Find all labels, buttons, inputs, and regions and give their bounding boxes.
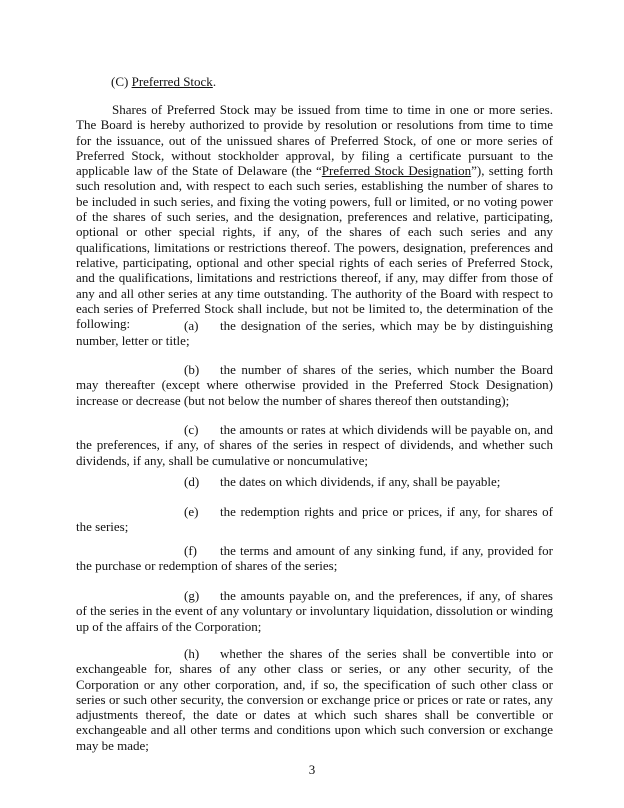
intro-text-end: ”), setting forth such resolution and, with respect to each such series, establishing the number of shares to be included in such series, and fixing the voting powers, full or limited, or no voting power of the shares of such series, and the designation, preferences and relative, participating, optional or other special rights, if any, of the shares of each such series and any qualifications, limitations or restrictions thereof. The powers, designation, preferences and relative, participating, optional and other special rights of each series of Preferred Stock, and the qualifications, limitations and restrictions thereof, if any, may differ from those of any and all other series at any time outstanding. The authority of the Board with respect to each series of Preferred Stock shall include, but not be limited to, the determination of the following: (76, 163, 553, 332)
list-item-f (76, 543, 553, 574)
item-text: the dates on which dividends, if any, shall be payable; (220, 474, 501, 489)
section-title-period: . (212, 74, 217, 89)
list-item-c (76, 422, 553, 468)
page-number: 3 (308, 762, 316, 777)
item-label: (b) (184, 362, 200, 377)
item-text: the amounts or rates at which dividends will be payable on, and the preferences, if any, of shares of the series in respect of dividends, and whether such dividends, if any, shall be cumulative or noncumulative; (76, 422, 553, 468)
item-text: whether the shares of the series shall be convertible into or exchangeable for, shares of any other class or series, or any other security, of the Corporation or any other corporation, and, if so, the specification of such other class or series or such other security, the conversion or exchange price or prices or rate or rates, any adjustments thereof, the date or dates at which such shares shall be convertible or exchangeable and all other terms and conditions upon which such conversion or exchange may be made; (76, 646, 553, 753)
list-item-b (76, 362, 553, 408)
item-text: the redemption rights and price or prices, if any, for shares of the series; (76, 504, 553, 535)
intro-paragraph (76, 102, 553, 331)
item-text: the terms and amount of any sinking fund, if any, provided for the purchase or redemption of shares of the series; (76, 543, 553, 574)
list-item-a (76, 318, 553, 349)
item-label: (g) (184, 588, 200, 603)
defined-term: Preferred Stock Designation (321, 163, 472, 179)
list-item-d (76, 474, 553, 489)
intro-text-start: Shares of Preferred Stock may be issued from time to time in one or more series. The Board is hereby authorized to provide by resolution or resolutions from time to time for the issuance, out of the unissued shares of Preferred Stock, of one or more series of Preferred Stock, without stockholder approval, by filing a certificate pursuant to the applicable law of the State of Delaware (the “ (76, 102, 553, 179)
section-letter: (C) (111, 74, 129, 89)
item-label: (h) (184, 646, 200, 661)
list-item-h (76, 646, 553, 753)
item-text: the designation of the series, which may be by distinguishing number, letter or title; (76, 318, 553, 349)
item-text: the number of shares of the series, which number the Board may thereafter (except where otherwise provided in the Preferred Stock Designation) increase or decrease (but not below the number of shares thereof then outstanding); (76, 362, 553, 408)
section-title: Preferred Stock (131, 74, 213, 89)
section-heading (111, 74, 216, 89)
list-item-g (76, 588, 553, 634)
list-item-e (76, 504, 553, 535)
item-label: (c) (184, 422, 199, 437)
item-label: (a) (184, 318, 199, 333)
item-label: (e) (184, 504, 199, 519)
item-label: (d) (184, 474, 200, 489)
item-text: the amounts payable on, and the preferences, if any, of shares of the series in the event of any voluntary or involuntary liquidation, dissolution or winding up of the affairs of the Corporation; (76, 588, 553, 634)
item-label: (f) (184, 543, 197, 558)
